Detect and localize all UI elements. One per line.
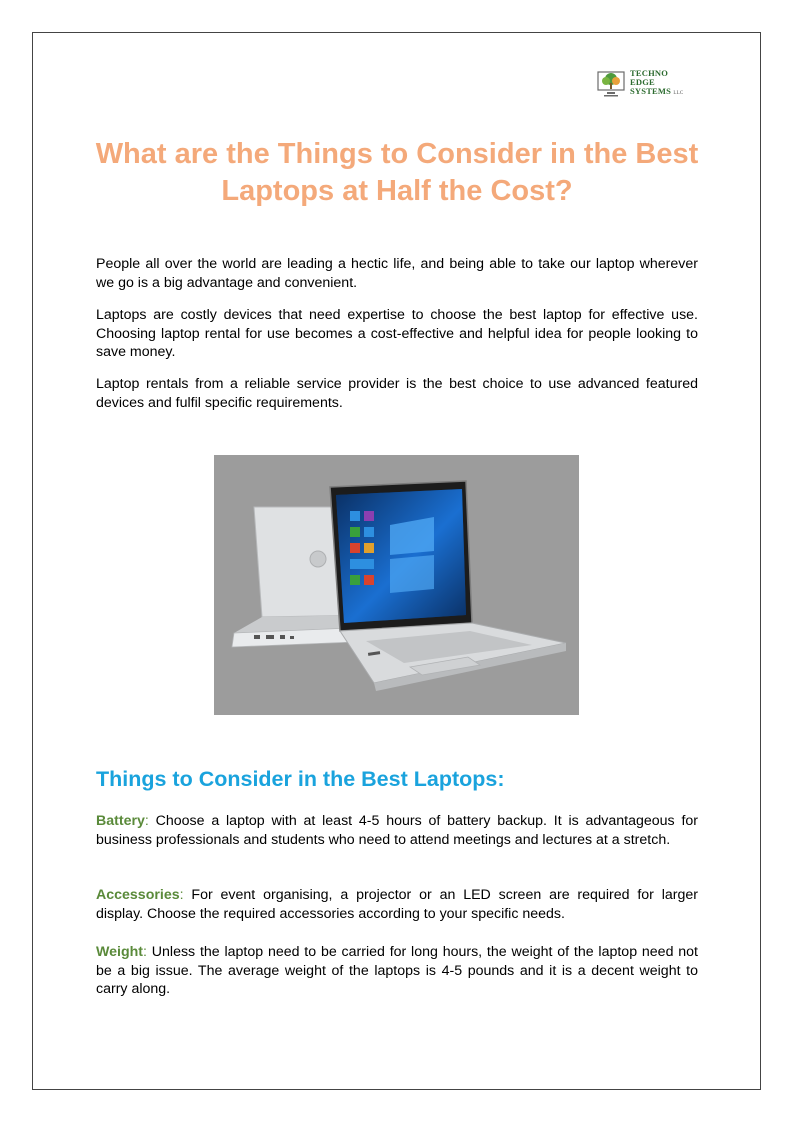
- logo-text: TECHNO EDGE SYSTEMS LLC: [630, 68, 684, 96]
- laptop-image: [214, 455, 579, 715]
- consideration-text: For event organising, a projector or an LED screen are required for larger display. Choose the required accessories according to your specific needs.: [96, 887, 699, 922]
- page-title: What are the Things to Consider in the Best Laptops at Half the Cost?: [95, 138, 699, 207]
- consideration-label: Weight: [96, 944, 144, 960]
- body-paragraph: Laptops are costly devices that need expertise to choose the best laptop for effective use. Choosing laptop rental for use becomes a cost-effective and helpful idea for people looking to save money.: [96, 307, 698, 360]
- consideration-label: Accessories: [96, 887, 180, 903]
- logo-icon: [596, 68, 626, 100]
- consideration-battery: Battery: Choose a laptop with at least 4-5 hours of battery backup. It is advantageous for business professionals and students who need to attend meetings and lectures at a stretch.: [96, 813, 698, 848]
- laptop-illustration: [214, 455, 579, 715]
- body-paragraph: Laptop rentals from a reliable service provider is the best choice to use advanced featured devices and fulfil specific requirements.: [96, 376, 698, 411]
- company-logo: [596, 68, 700, 100]
- consideration-weight: Weight: Unless the laptop need to be carried for long hours, the weight of the laptop need not be a big issue. The average weight of the laptops is 4-5 pounds and it is a decent weight to carry along.: [96, 944, 698, 997]
- consideration-accessories: Accessories: For event organising, a projector or an LED screen are required for larger display. Choose the required accessories according to your specific needs.: [96, 887, 699, 922]
- consideration-text: Choose a laptop with at least 4-5 hours of battery backup. It is advantageous for business professionals and students who need to attend meetings and lectures at a stretch.: [96, 813, 698, 848]
- consideration-label: Battery: [96, 813, 145, 829]
- intro-paragraph: People all over the world are leading a hectic life, and being able to take our laptop wherever we go is a big advantage and convenient.: [96, 256, 698, 291]
- consideration-text: Unless the laptop need to be carried for long hours, the weight of the laptop need not be a big issue. The average weight of the laptops is 4-5 pounds and it is a decent weight to carry along.: [96, 944, 698, 997]
- section-heading: Things to Consider in the Best Laptops:: [96, 767, 505, 791]
